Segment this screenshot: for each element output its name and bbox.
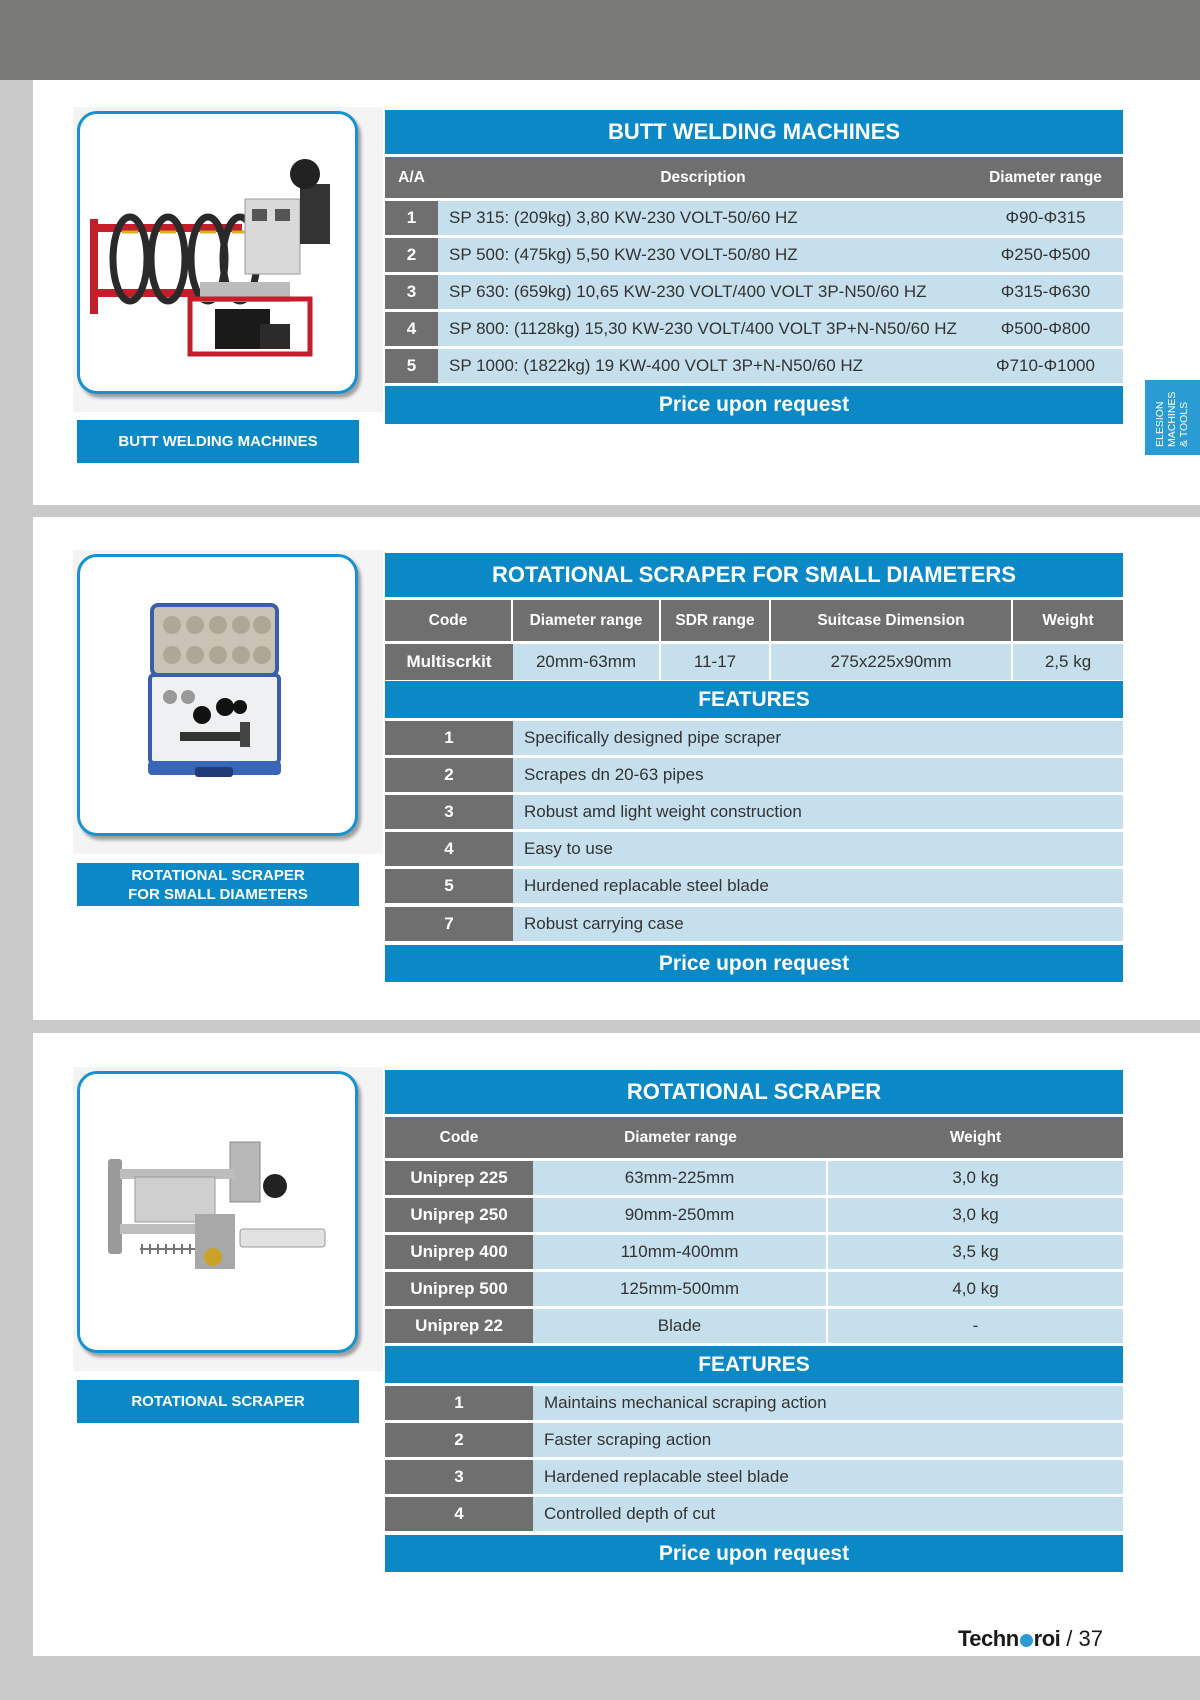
- product-caption: BUTT WELDING MACHINES: [77, 420, 359, 463]
- table-row: Uniprep 22 Blade -: [385, 1309, 1123, 1343]
- header-aa: A/A: [398, 168, 425, 186]
- features-banner: FEATURES: [385, 1346, 1123, 1383]
- header-diameter: Diameter range: [989, 168, 1102, 186]
- feature-row: 4 Easy to use: [385, 832, 1123, 866]
- feature-row: 5 Hurdened replacable steel blade: [385, 869, 1123, 903]
- side-tab[interactable]: [1145, 380, 1200, 455]
- feature-row: 2 Faster scraping action: [385, 1423, 1123, 1457]
- table-row: Uniprep 400 110mm-400mm 3,5 kg: [385, 1235, 1123, 1269]
- product-image-frame: [73, 550, 383, 854]
- table-header: Code Diameter range Weight: [385, 1117, 1123, 1158]
- table-header: [385, 157, 1123, 198]
- table-row: Uniprep 225 63mm-225mm 3,0 kg: [385, 1161, 1123, 1195]
- price-banner: Price upon request: [385, 1535, 1123, 1572]
- feature-row: 7 Robust carrying case: [385, 907, 1123, 941]
- product-image-frame: [73, 1067, 383, 1371]
- table-row: 2 SP 500: (475kg) 5,50 KW-230 VOLT-50/80 HZ Φ250-Φ500: [385, 238, 1123, 272]
- price-banner: Price upon request: [385, 945, 1123, 982]
- brand-dot-icon: [1020, 1634, 1033, 1647]
- feature-row: 3 Robust amd light weight construction: [385, 795, 1123, 829]
- price-banner: Price upon request: [385, 386, 1123, 424]
- feature-row: 3 Hardened replacable steel blade: [385, 1460, 1123, 1494]
- product-image-frame: [73, 107, 383, 412]
- side-tab-label: ELESION MACHINES & TOOLS: [1154, 391, 1190, 447]
- product-caption: ROTATIONAL SCRAPER FOR SMALL DIAMETERS: [77, 863, 359, 906]
- table-header: Code Diameter range SDR range Suitcase Dimension Weight: [385, 600, 1123, 641]
- table-title: ROTATIONAL SCRAPER: [385, 1070, 1123, 1114]
- rotational-scraper-image: [77, 1071, 358, 1353]
- table-row: Multiscrkit 20mm-63mm 11-17 275x225x90mm 2,5 kg: [385, 644, 1123, 680]
- feature-row: 1 Maintains mechanical scraping action: [385, 1386, 1123, 1420]
- table-row: Uniprep 250 90mm-250mm 3,0 kg: [385, 1198, 1123, 1232]
- top-bar: [0, 0, 1200, 80]
- page-separator: /: [1066, 1626, 1079, 1651]
- feature-row: 1 Specifically designed pipe scraper: [385, 721, 1123, 755]
- feature-row: 4 Controlled depth of cut: [385, 1497, 1123, 1531]
- product-caption: ROTATIONAL SCRAPER: [77, 1380, 359, 1423]
- table-title: BUTT WELDING MACHINES: [385, 110, 1123, 154]
- header-description: Description: [660, 168, 746, 186]
- table-row: 5 SP 1000: (1822kg) 19 KW-400 VOLT 3P+N-N50/60 HZ Φ710-Φ1000: [385, 349, 1123, 383]
- table-row: 3 SP 630: (659kg) 10,65 KW-230 VOLT/400 VOLT 3P-N50/60 HZ Φ315-Φ630: [385, 275, 1123, 309]
- butt-welding-machine-image: [77, 111, 358, 394]
- brand-logo: Techn roi: [958, 1626, 1061, 1651]
- table-row: 4 SP 800: (1128kg) 15,30 KW-230 VOLT/400 VOLT 3P+N-N50/60 HZ Φ500-Φ800: [385, 312, 1123, 346]
- page-number: 37: [1078, 1626, 1103, 1651]
- table-title: ROTATIONAL SCRAPER FOR SMALL DIAMETERS: [385, 553, 1123, 597]
- feature-row: 2 Scrapes dn 20-63 pipes: [385, 758, 1123, 792]
- features-banner: FEATURES: [385, 681, 1123, 718]
- table-row: 1 SP 315: (209kg) 3,80 KW-230 VOLT-50/60 HZ Φ90-Φ315: [385, 201, 1123, 235]
- page-footer: [958, 1622, 1103, 1656]
- table-row: Uniprep 500 125mm-500mm 4,0 kg: [385, 1272, 1123, 1306]
- scraper-kit-image: [77, 554, 358, 836]
